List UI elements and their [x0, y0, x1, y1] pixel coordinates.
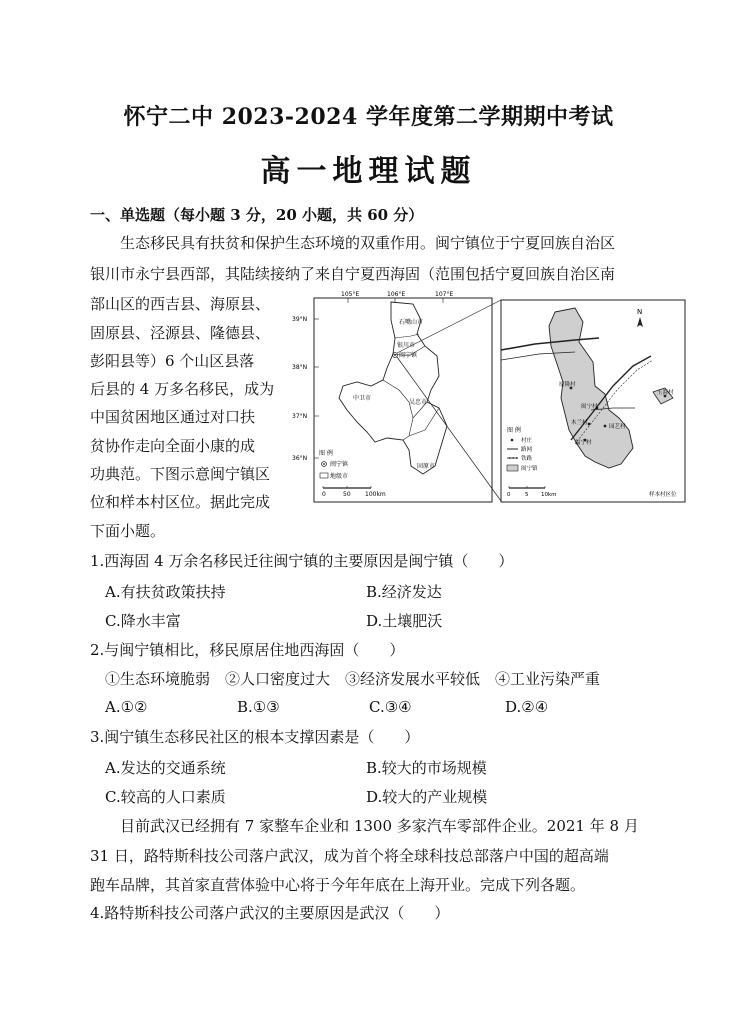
north-label: N [637, 308, 643, 316]
passage1-line: 后县的 4 万多名移民，成为 [90, 380, 275, 398]
passage1-line: 位和样本村区位。据此完成 [90, 493, 271, 511]
exam-subtitle: 高一地理试题 [260, 154, 477, 189]
passage1-line: 固原县、泾源县、隆德县、 [90, 324, 271, 342]
lon-label: 106°E [387, 291, 406, 298]
question-stem: 3.闽宁镇生态移民社区的根本支撑因素是（ ） [90, 728, 420, 746]
lat-label: 37°N [292, 413, 308, 420]
legend-item: 路网 [521, 447, 533, 453]
option-b[interactable]: B.①③ [237, 698, 280, 716]
place-label: 闽宁镇 [399, 352, 418, 359]
passage1-line: 彭阳县等）6 个山区县落 [90, 352, 255, 370]
option-b[interactable]: B.经济发达 [366, 583, 442, 601]
village-label: 玉海村 [657, 390, 674, 396]
passage1-line: 功典范。下图示意闽宁镇区 [90, 465, 271, 483]
question-stem: 2.与闽宁镇相比，移民原居住地西海固（ ） [90, 641, 405, 659]
lon-label: 107°E [435, 291, 454, 298]
village-label: 福宁村 [575, 440, 592, 446]
exam-title: 怀宁二中 2023-2024 学年度第二学期期中考试 [123, 104, 614, 130]
option-a[interactable]: A.①② [105, 698, 148, 716]
legend-title: 图 例 [319, 450, 333, 457]
lat-label: 36°N [292, 455, 308, 462]
legend-item: 铁路 [521, 456, 533, 462]
scale-label: 0 [322, 491, 326, 498]
option-a[interactable]: A.发达的交通系统 [105, 759, 226, 777]
legend-title: 图 例 [507, 427, 521, 434]
passage2-line: 31 日，路特斯科技公司落户武汉，成为首个将全球科技总部落户中国的超高端 [90, 847, 609, 865]
passage1-line: 下面小题。 [90, 522, 166, 540]
legend-item: 闽宁镇 [521, 466, 538, 472]
option-c[interactable]: C.③④ [369, 698, 412, 716]
question-stem: 1.西海固 4 万余名移民迁往闽宁镇的主要原因是闽宁镇（ ） [90, 552, 514, 570]
scale-label: 5 [525, 492, 529, 498]
option-d[interactable]: D.土壤肥沃 [366, 612, 443, 630]
legend-item: 村庄 [521, 438, 533, 444]
scale-label: 100km [365, 491, 386, 498]
place-label: 固原市 [417, 463, 436, 470]
passage1-line: 生态移民具有扶贫和保护生态环境的双重作用。闽宁镇位于宁夏回族自治区 [120, 234, 616, 252]
scale-label: 10km [541, 492, 557, 498]
map-caption: 样本村区位 [649, 492, 677, 498]
section-heading: 一、单选题（每小题 3 分，20 小题，共 60 分） [90, 206, 424, 224]
option-d[interactable]: D.较大的产业规模 [366, 788, 488, 806]
passage2-line: 目前武汉已经拥有 7 家整车企业和 1300 多家汽车零部件企业。2021 年 8 月 [120, 817, 639, 835]
passage1-line: 部山区的西吉县、海原县、 [90, 295, 271, 313]
village-label: 木兰村 [571, 420, 588, 426]
village-label: 园艺村 [609, 424, 626, 430]
place-label: 中卫市 [353, 395, 372, 402]
question-statements: ①生态环境脆弱 ②人口密度过大 ③经济发展水平较低 ④工业污染严重 [105, 670, 601, 688]
place-label: 石嘴山市 [399, 319, 424, 326]
question-stem: 4.路特斯科技公司落户武汉的主要原因是武汉（ ） [90, 904, 450, 922]
passage1-line: 中国贫困地区通过对口扶 [90, 408, 256, 426]
scale-label: 50 [343, 491, 351, 498]
legend-item: 地级市 [330, 473, 349, 480]
village-label: 闽宁村 [581, 404, 598, 410]
village-label: 原隆村 [559, 382, 576, 388]
location-map-figure [292, 290, 687, 503]
legend-item: 闽宁镇 [330, 461, 349, 468]
option-c[interactable]: C.降水丰富 [105, 612, 181, 630]
option-b[interactable]: B.较大的市场规模 [366, 759, 487, 777]
option-c[interactable]: C.较高的人口素质 [105, 788, 226, 806]
lat-label: 38°N [292, 364, 308, 371]
passage2-line: 跑车品牌，其首家直营体验中心将于今年年底在上海开业。完成下列各题。 [90, 876, 586, 894]
passage1-line: 贫协作走向全面小康的成 [90, 437, 256, 455]
passage1-line: 银川市永宁县西部，其陆续接纳了来自宁夏西海固（范围包括宁夏回族自治区南 [90, 265, 616, 283]
lat-label: 39°N [292, 316, 308, 323]
option-d[interactable]: D.②④ [505, 698, 549, 716]
scale-label: 0 [507, 492, 511, 498]
option-a[interactable]: A.有扶贫政策扶持 [105, 583, 226, 601]
place-label: 银川市 [397, 342, 416, 349]
lon-label: 105°E [341, 291, 360, 298]
place-label: 吴忠市 [409, 399, 428, 406]
